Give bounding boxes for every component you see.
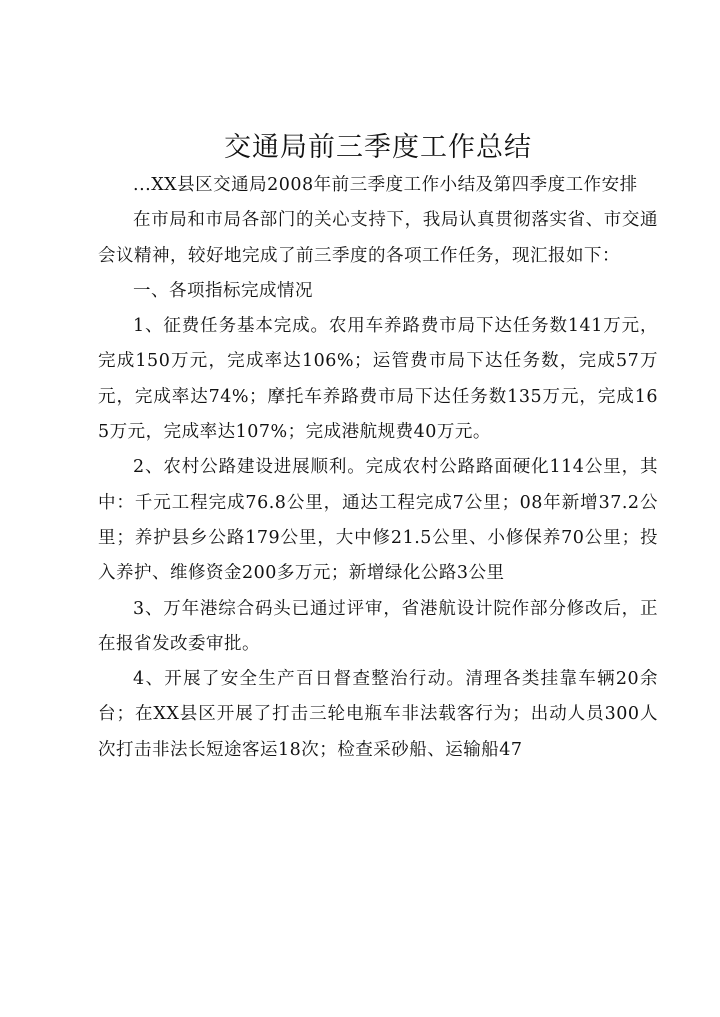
item-4-paragraph: 4、开展了安全生产百日督查整治行动。清理各类挂靠车辆20余台；在XX县区开展了打击三轮电瓶车非法载客行为；出动人员300人次打击非法长短途客运18次；检查采砂船、运输船47 [98, 669, 658, 760]
document-body [98, 168, 658, 768]
intro-paragraph: 在市局和市局各部门的关心支持下，我局认真贯彻落实省、市交通会议精神，较好地完成了前三季度的各项工作任务，现汇报如下： [98, 210, 658, 266]
item-3-paragraph: 3、万年港综合码头已通过评审，省港航设计院作部分修改后，正在报省发改委审批。 [98, 598, 658, 654]
subtitle-paragraph: ...XX县区交通局2008年前三季度工作小结及第四季度工作安排 [133, 175, 638, 195]
document-title: 交通局前三季度工作总结 [224, 132, 532, 163]
item-2-paragraph: 2、农村公路建设进展顺利。完成农村公路路面硬化114公里，其中：千元工程完成76.8公里，通达工程完成7公里；08年新增37.2公里；养护县乡公路179公里，大中修21.5公里、小修保养70公里；投入养护、维修资金200多万元；新增绿化公路3公里 [98, 457, 658, 584]
section-heading: 一、各项指标完成情况 [133, 280, 313, 301]
item-1-paragraph: 1、征费任务基本完成。农用车养路费市局下达任务数141万元，完成150万元，完成率达106%；运管费市局下达任务数，完成57万元，完成率达74%；摩托车养路费市局下达任务数135万元，完成165万元，完成率达107%；完成港航规费40万元。 [98, 316, 658, 443]
